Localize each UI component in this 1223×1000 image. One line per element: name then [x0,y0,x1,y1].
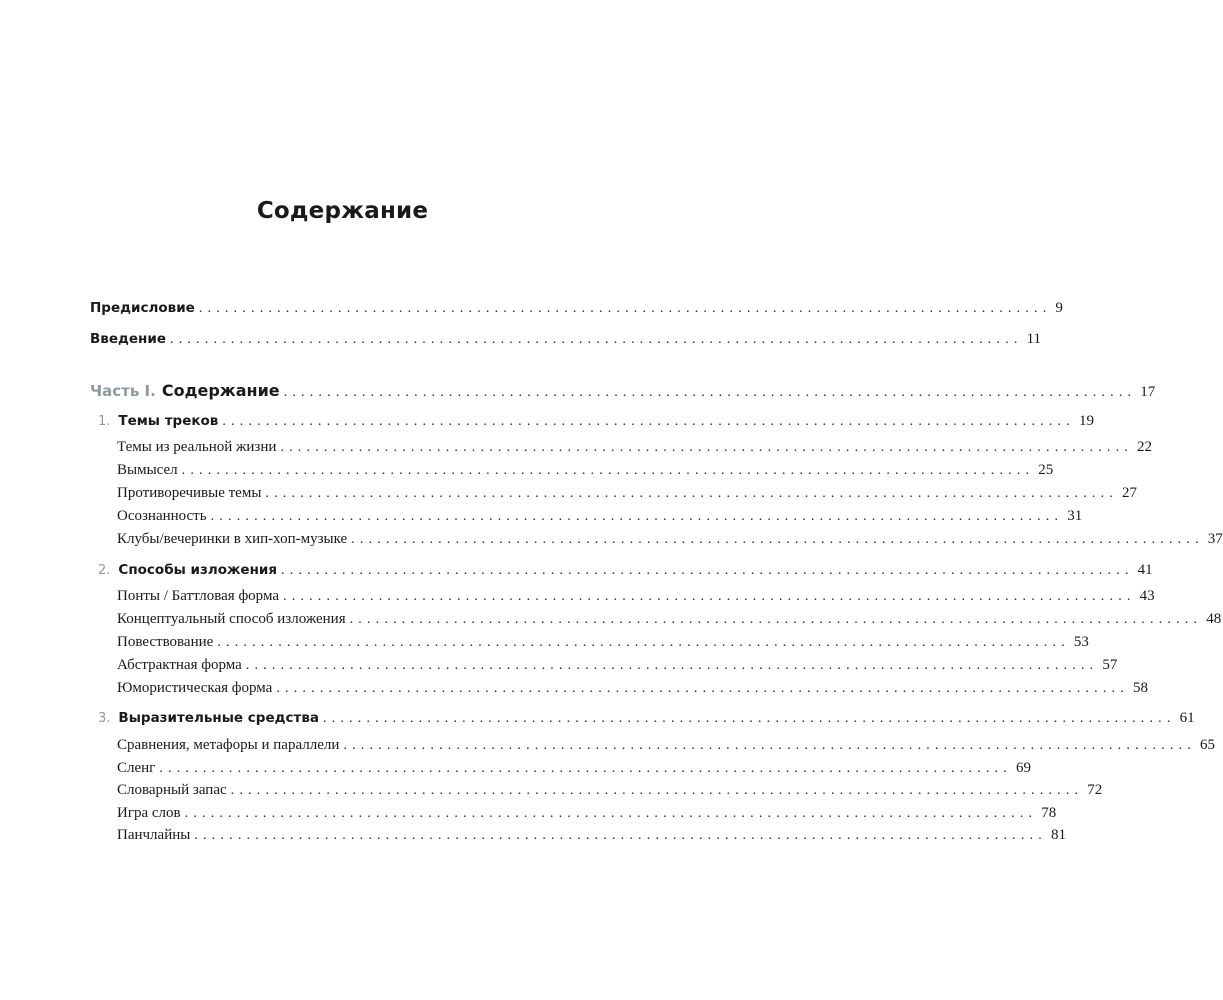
toc-entry-page: 65 [1199,737,1215,753]
dot-leader: .................................................................................................. [181,463,1035,478]
dot-leader: .................................................................................................. [198,301,1052,316]
toc-entry-page: 37 [1207,531,1223,547]
dot-leader: .................................................................................................. [343,738,1196,753]
toc-section[interactable] [117,657,1118,674]
part-title: Содержание [161,381,280,400]
chapter-title: Выразительные средства [118,710,319,726]
toc-entry-page: 22 [1137,439,1153,455]
toc-section[interactable] [117,462,1054,479]
toc-section-label: Темы из реальной жизни [117,439,277,455]
toc-section-label: Концептуальный способ изложения [117,611,346,627]
toc-chapter-2[interactable] [98,562,1153,579]
toc-entry-page: 69 [1015,760,1031,776]
chapter-number: 3. [98,711,111,726]
toc-section[interactable] [117,805,1057,822]
toc-entry-introduction[interactable] [90,331,1042,348]
toc-entry-page: 72 [1087,782,1103,798]
dot-leader: .................................................................................................. [322,711,1176,726]
toc-entry-page: 25 [1038,462,1054,478]
dot-leader: .................................................................................................. [217,635,1070,650]
dot-leader: .................................................................................................. [351,532,1204,547]
toc-entry-preface[interactable] [90,300,1063,317]
toc-entry-page: 31 [1067,508,1083,524]
toc-section[interactable] [117,760,1031,777]
toc-section-label: Сравнения, метафоры и параллели [117,737,340,753]
toc-entry-page: 17 [1140,384,1156,400]
toc-section[interactable] [117,508,1083,525]
dot-leader: .................................................................................................. [159,761,1012,776]
toc-section[interactable] [117,531,1223,548]
toc-chapter-3[interactable] [98,710,1195,727]
dot-leader: .................................................................................................. [210,509,1064,524]
toc-section-label: Клубы/вечеринки в хип-хоп-музыке [117,531,348,547]
toc-section[interactable] [117,611,1222,628]
toc-section[interactable] [117,782,1103,799]
dot-leader: .................................................................................................. [283,385,1137,400]
toc-section-label: Осознанность [117,508,207,524]
toc-section-label: Панчлайны [117,827,191,843]
chapter-number: 2. [98,563,111,578]
dot-leader: .................................................................................................. [349,612,1203,627]
toc-section-label: Абстрактная форма [117,657,242,673]
toc-section-label: Игра слов [117,805,181,821]
toc-section-label: Понты / Баттловая форма [117,588,279,604]
dot-leader: .................................................................................................. [184,806,1038,821]
dot-leader: .................................................................................................. [222,414,1075,429]
dot-leader: .................................................................................................. [283,589,1136,604]
toc-section-label: Сленг [117,760,156,776]
dot-leader: .................................................................................................. [281,563,1134,578]
toc-section[interactable] [117,588,1155,605]
toc-entry-page: 61 [1179,710,1195,726]
dot-leader: .................................................................................................. [194,828,1047,843]
dot-leader: .................................................................................................. [245,658,1099,673]
toc-entry-page: 58 [1132,680,1148,696]
dot-leader: .................................................................................................. [276,681,1129,696]
toc-entry-page: 53 [1073,634,1089,650]
toc-chapter-1[interactable] [98,413,1094,430]
dot-leader: .................................................................................................. [230,783,1084,798]
toc-section-label: Повествование [117,634,214,650]
toc-section-label: Противоречивые темы [117,485,262,501]
toc-entry-label: Предисловие [90,300,195,316]
dot-leader: .................................................................................................. [170,332,1023,347]
toc-entry-page: 27 [1122,485,1138,501]
chapter-title: Способы изложения [118,562,278,578]
toc-entry-label: Введение [90,331,166,347]
toc-section[interactable] [117,439,1153,456]
toc-entry-page: 11 [1026,331,1042,347]
toc-entry-page: 48 [1206,611,1222,627]
part-label: Часть I. [90,382,156,400]
toc-entry-page: 41 [1137,562,1153,578]
page-title: Содержание [256,198,429,224]
chapter-title: Темы треков [118,413,219,429]
toc-entry-page: 81 [1050,827,1066,843]
toc-entry-page: 9 [1055,300,1063,316]
toc-entry-page: 78 [1041,805,1057,821]
toc-part-1[interactable] [90,381,1156,401]
toc-entry-page: 19 [1078,413,1094,429]
dot-leader: .................................................................................................. [265,486,1119,501]
dot-leader: .................................................................................................. [280,440,1134,455]
toc-section-label: Юмористическая форма [117,680,273,696]
toc-section[interactable] [117,827,1066,844]
toc-section[interactable] [117,680,1148,697]
toc-section[interactable] [117,634,1089,651]
chapter-number: 1. [98,414,111,429]
toc-section[interactable] [117,485,1138,502]
toc-entry-page: 43 [1139,588,1155,604]
toc-section[interactable] [117,737,1215,754]
toc-entry-page: 57 [1102,657,1118,673]
toc-section-label: Вымысел [117,462,178,478]
toc-section-label: Словарный запас [117,782,227,798]
